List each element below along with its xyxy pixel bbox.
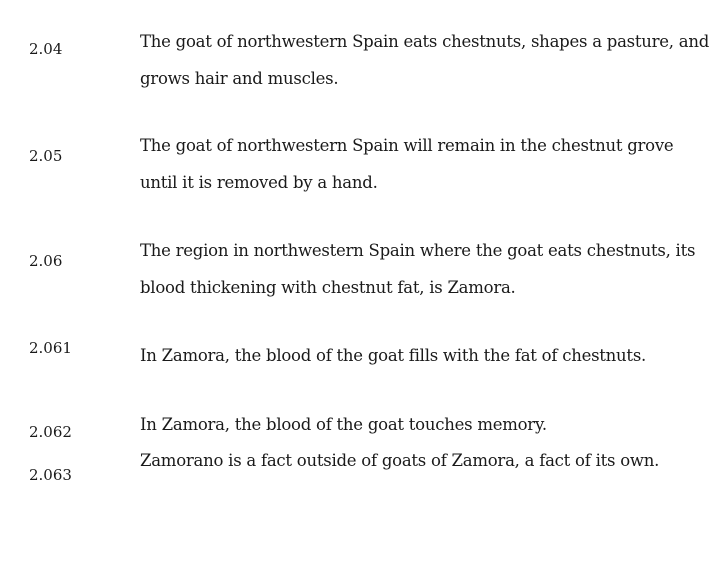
proposition-text: Zamorano is a fact outside of goats of Zamora, a fact of its own.	[140, 451, 660, 470]
proposition-number: 2.05	[29, 147, 63, 165]
proposition-text: The goat of northwestern Spain eats chestnuts, shapes a pasture, and grows hair and muscles.	[140, 32, 710, 88]
proposition-text: The goat of northwestern Spain will remain in the chestnut grove until it is removed by a hand.	[140, 136, 674, 192]
proposition-number: 2.062	[29, 423, 72, 441]
proposition-text: In Zamora, the blood of the goat touches memory.	[140, 415, 547, 434]
proposition-text: In Zamora, the blood of the goat fills with the fat of chestnuts.	[140, 346, 647, 365]
proposition-number: 2.061	[29, 339, 72, 357]
proposition-number: 2.04	[29, 40, 63, 58]
proposition-text: The region in northwestern Spain where the goat eats chestnuts, its blood thickening with chestnut fat, is Zamora.	[140, 241, 696, 297]
proposition-number: 2.063	[29, 466, 72, 484]
proposition-number: 2.06	[29, 252, 63, 270]
